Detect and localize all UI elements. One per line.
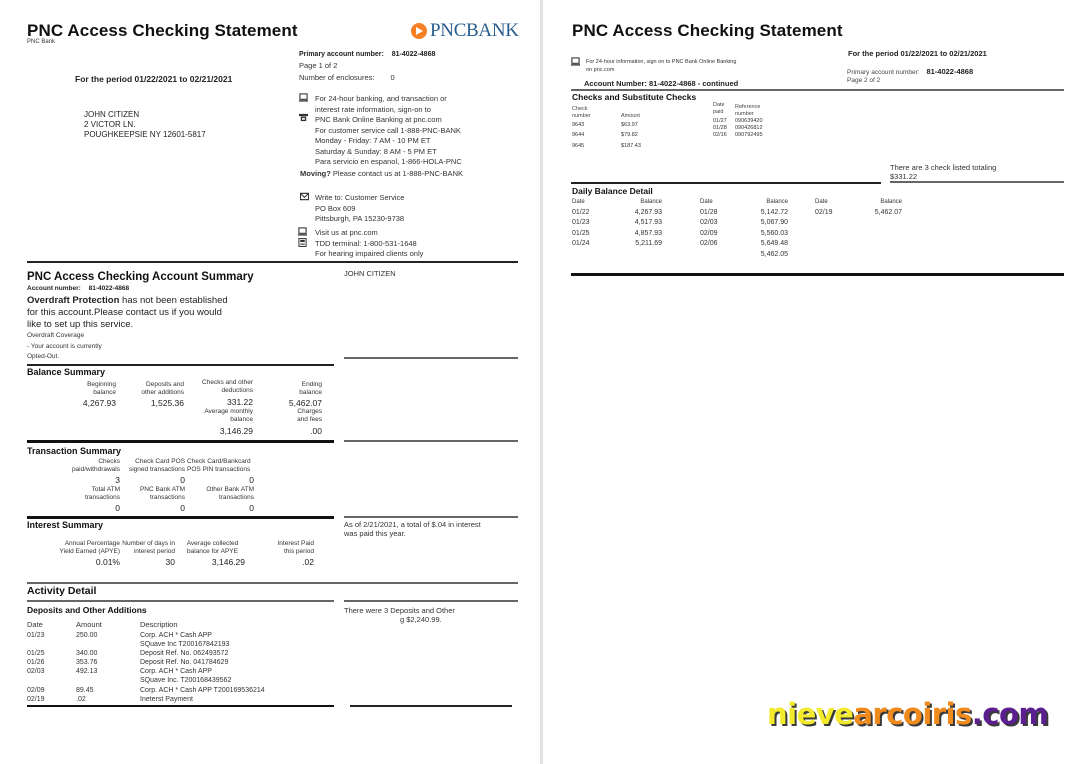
check-card-pos-signed xyxy=(120,458,185,485)
deposit-date: 01/26 xyxy=(27,659,45,666)
online-line: PNC Bank Online Banking at pnc.com xyxy=(315,115,442,124)
statement-period: For the period 01/22/2021 to 02/21/2021 xyxy=(848,49,987,58)
deposit-amount: 353.76 xyxy=(76,659,98,666)
write-line: Pittsburgh, PA 15230-9738 xyxy=(315,214,405,223)
deposit-amount: 89.45 xyxy=(76,687,94,694)
phone-line: Monday - Friday: 7 AM - 10 PM ET xyxy=(315,136,431,145)
moving-text: Please contact us at 1-888-PNC-BANK xyxy=(332,169,463,178)
online-line: interest rate information, sign-on to xyxy=(315,104,431,114)
divider xyxy=(344,516,518,518)
ending-balance xyxy=(272,381,322,408)
balance-date: 01/23 xyxy=(572,219,590,226)
tdd-line: TDD terminal: 1-800-531-1648 xyxy=(315,238,417,248)
primary-account xyxy=(847,67,973,76)
check-reference: 090792495 xyxy=(735,132,763,138)
check-reference: 090426812 xyxy=(735,125,763,131)
deposit-amount: 492.13 xyxy=(76,668,98,675)
stat-value: 3,146.29 xyxy=(211,557,245,567)
divider xyxy=(27,364,334,366)
header-date: Date xyxy=(700,199,713,205)
check-number: 9645 xyxy=(572,143,585,149)
pnc-logo-icon xyxy=(411,23,427,39)
balance-amount: 5,462.05 xyxy=(760,251,788,258)
stat-label: Check Card POS xyxy=(135,458,185,465)
daily-balance-title: Daily Balance Detail xyxy=(572,186,653,196)
balance-amount: 5,211.69 xyxy=(635,240,662,247)
other-bank-atm xyxy=(187,486,254,513)
stat-label: other additions xyxy=(141,388,184,396)
stat-label: Total ATM xyxy=(91,486,120,493)
watermark xyxy=(767,697,1048,731)
header-line: paid xyxy=(713,108,724,115)
tdd-terminal-icon xyxy=(298,238,307,247)
deposits-header-date: Date xyxy=(27,620,43,629)
stat-label: balance xyxy=(230,415,253,423)
charges-fees xyxy=(272,408,322,436)
deposit-amount: .02 xyxy=(76,696,86,703)
write-line: Write to: Customer Service xyxy=(315,193,405,202)
deposit-description: Corp. ACH * Cash APP T200169536214 xyxy=(140,687,265,694)
deposit-description: Deposit Ref. No. 062493572 xyxy=(140,650,229,657)
header-line: number xyxy=(735,110,754,117)
apye xyxy=(50,540,120,567)
balance-date: 02/03 xyxy=(700,219,718,226)
activity-detail-title: Activity Detail xyxy=(27,585,97,597)
mailing-address xyxy=(84,110,206,140)
address-city: POUGHKEEPSIE NY 12601-5817 xyxy=(84,130,206,139)
check-card-pos-pin xyxy=(187,458,254,485)
stat-value: 3,146.29 xyxy=(219,426,253,436)
stat-label: and fees xyxy=(297,415,322,423)
check-amount: $187.43 xyxy=(621,143,641,149)
account-number xyxy=(27,285,129,292)
page-divider xyxy=(540,0,543,764)
days-in-period xyxy=(120,540,175,567)
header-line: Date xyxy=(713,102,725,108)
interest-ytd-note xyxy=(344,520,481,538)
divider xyxy=(890,181,1064,183)
computer-icon xyxy=(298,227,307,236)
header-line: number xyxy=(572,112,591,119)
side-customer-name: JOHN CITIZEN xyxy=(344,269,396,278)
mailing-info xyxy=(315,193,404,225)
divider xyxy=(27,261,518,263)
watermark-part: nieve xyxy=(767,697,854,731)
overdraft-line: has not been established xyxy=(119,295,228,306)
stat-label: signed transactions xyxy=(128,465,185,473)
checks-deductions xyxy=(190,379,253,407)
moving-info xyxy=(300,169,463,180)
stat-value: 0.01% xyxy=(95,557,120,567)
account-summary-title: PNC Access Checking Account Summary xyxy=(27,271,254,283)
page-title: PNC Access Checking Statement xyxy=(572,21,843,40)
stat-label: Average monthly xyxy=(204,408,253,415)
note-line: $331.22 xyxy=(890,172,918,181)
stat-label: transactions xyxy=(149,493,185,501)
checks-header-number xyxy=(572,106,591,119)
stat-label: Number of days in xyxy=(122,540,175,547)
divider xyxy=(27,440,334,443)
balance-amount: 5,560.03 xyxy=(760,230,788,237)
deposit-description: Corp. ACH * Cash APP xyxy=(140,632,212,639)
stat-value: .02 xyxy=(302,557,314,567)
computer-icon xyxy=(571,57,580,66)
divider xyxy=(571,273,1064,276)
online-info xyxy=(586,58,736,74)
stat-value: 0 xyxy=(249,503,254,513)
address-street: 2 VICTOR LN. xyxy=(84,120,136,129)
deposits-header-amount: Amount xyxy=(76,620,102,629)
divider xyxy=(27,516,334,519)
note-line: g $2,240.99. xyxy=(400,615,442,624)
note-line: was paid this year. xyxy=(344,529,406,538)
web-tdd-info xyxy=(315,228,423,260)
enclosures-label: Number of enclosures: xyxy=(299,73,375,82)
stat-label: Other Bank ATM xyxy=(206,486,254,493)
balance-amount: 4,517.93 xyxy=(634,219,662,226)
overdraft-line: like to set up this service. xyxy=(27,319,134,330)
bank-subtitle: PNC Bank xyxy=(27,39,56,45)
enclosures-value: 0 xyxy=(390,73,395,82)
phone-line: Saturday & Sunday: 8 AM - 5 PM ET xyxy=(315,146,437,156)
deposits-title: Deposits and Other Additions xyxy=(27,605,147,615)
enclosures xyxy=(299,73,395,84)
balance-date: 02/06 xyxy=(700,240,718,247)
deposit-description: SQuave Inc. T200168439562 xyxy=(140,677,232,684)
stat-label: PNC Bank ATM xyxy=(139,486,185,493)
stat-label: Ending xyxy=(301,381,322,388)
interest-summary-title: Interest Summary xyxy=(27,520,104,530)
online-line: on pnc.com xyxy=(586,67,615,73)
watermark-part: arcoiris xyxy=(853,697,972,731)
note-line: As of 2/21/2021, a total of $.04 in interest xyxy=(344,520,481,529)
stat-value: 0 xyxy=(115,503,120,513)
coverage-line: - Your account is currently xyxy=(27,342,102,350)
stat-label: balance xyxy=(93,388,116,396)
deposit-description: Ineterst Payment xyxy=(140,696,193,703)
deposit-amount: 250.00 xyxy=(76,632,98,639)
stat-label: deductions xyxy=(221,386,253,394)
header-balance: Balance xyxy=(640,199,662,205)
stat-label: Charges xyxy=(297,408,322,415)
pnc-bank-atm xyxy=(120,486,185,513)
stat-value: 3 xyxy=(115,475,120,485)
header-balance: Balance xyxy=(880,199,902,205)
check-date: 01/28 xyxy=(713,125,727,131)
overdraft-line: for this account.Please contact us if you would xyxy=(27,307,222,318)
stat-value: 30 xyxy=(165,557,175,567)
transaction-summary-title: Transaction Summary xyxy=(27,446,122,456)
stat-label: transactions xyxy=(218,493,254,501)
stat-label: Deposits and xyxy=(146,381,184,388)
deposit-date: 02/03 xyxy=(27,668,45,675)
deposit-description: Corp. ACH * Cash APP xyxy=(140,668,212,675)
divider xyxy=(344,440,518,442)
header-date: Date xyxy=(572,199,585,205)
page-title: PNC Access Checking Statement xyxy=(27,21,298,40)
average-monthly-balance xyxy=(190,408,253,436)
statement-period: For the period 01/22/2021 to 02/21/2021 xyxy=(75,74,233,84)
interest-paid xyxy=(262,540,314,567)
account-continued: Account Number: 81-4022-4868 - continued xyxy=(584,79,739,88)
primary-account-label: Primary account number: xyxy=(299,51,384,58)
coverage-line: Overdraft Coverage xyxy=(27,332,85,339)
stat-label: balance for APYE xyxy=(187,547,238,555)
divider xyxy=(27,705,334,707)
checks-header-reference xyxy=(735,104,760,117)
stat-value: 331.22 xyxy=(227,397,253,407)
pnc-bank-logo xyxy=(411,20,519,42)
stat-label: interest period xyxy=(133,547,175,555)
divider xyxy=(571,89,1064,91)
balance-amount: 4,267.93 xyxy=(634,209,662,216)
stat-label: balance xyxy=(299,388,322,396)
overdraft-notice xyxy=(27,295,247,331)
account-number-label: Account number: xyxy=(27,285,81,292)
write-line: PO Box 609 xyxy=(315,203,356,213)
checks-title: Checks and Substitute Checks xyxy=(572,92,697,102)
computer-icon xyxy=(299,93,308,102)
primary-account-number: 81-4022-4868 xyxy=(926,67,974,76)
header-line: Check xyxy=(572,106,588,112)
stat-label: Checks and other xyxy=(202,379,253,386)
balance-date: 01/22 xyxy=(572,209,590,216)
phone-line: For customer service call 1-888-PNC-BANK xyxy=(315,125,461,135)
primary-account-number: 81-4022-4868 xyxy=(391,51,436,58)
stat-label: POS PIN transactions xyxy=(187,465,251,473)
stat-label: Average collected xyxy=(186,540,239,547)
page-number: Page 2 of 2 xyxy=(847,77,881,84)
stat-label: transactions xyxy=(84,493,120,501)
stat-value: 5,462.07 xyxy=(288,398,322,408)
checks-header-amount: Amount xyxy=(621,113,640,119)
overdraft-coverage xyxy=(27,331,102,363)
check-reference: 090639420 xyxy=(735,118,763,124)
deposit-date: 02/09 xyxy=(27,687,45,694)
stat-label: paid/withdrawals xyxy=(71,465,120,473)
deposit-amount: 340.00 xyxy=(76,650,98,657)
stat-label: Check Card/Bankcard xyxy=(187,458,251,465)
check-number: 9644 xyxy=(572,132,585,138)
phone-line: Para servicio en espanol, 1-866-HOLA-PNC xyxy=(315,157,462,166)
balance-summary-title: Balance Summary xyxy=(27,367,106,377)
stat-label: Beginning xyxy=(87,381,116,388)
online-banking-info xyxy=(315,94,462,168)
divider xyxy=(344,357,518,359)
stat-label: Yield Earned (APYE) xyxy=(59,547,120,555)
watermark-part: .com xyxy=(971,697,1049,731)
average-collected-balance xyxy=(180,540,245,567)
balance-date: 02/09 xyxy=(700,230,718,237)
stat-label: Checks xyxy=(98,458,120,465)
account-number-value: 81-4022-4868 xyxy=(88,285,130,292)
stat-value: 4,267.93 xyxy=(82,398,116,408)
divider xyxy=(571,182,881,184)
check-date: 02/16 xyxy=(713,132,727,138)
header-date: Date xyxy=(815,199,828,205)
deposit-date: 01/23 xyxy=(27,632,45,639)
deposit-description: Deposit Ref. No. 041784629 xyxy=(140,659,229,666)
header-balance: Balance xyxy=(766,199,788,205)
deposit-description: SQuave Inc T200167842193 xyxy=(140,641,230,648)
mail-icon xyxy=(300,192,309,201)
moving-label: Moving? xyxy=(300,169,331,178)
overdraft-heading: Overdraft Protection xyxy=(27,295,120,306)
divider xyxy=(350,705,512,707)
online-line: For 24-hour information, sign on to PNC Bank Online Banking xyxy=(586,59,737,65)
telephone-icon xyxy=(299,113,308,122)
online-line: For 24-hour banking, and transaction or xyxy=(315,94,447,103)
total-atm xyxy=(50,486,120,513)
stat-label: Annual Percentage xyxy=(64,540,120,547)
note-line: There were 3 Deposits and Other xyxy=(344,606,455,615)
deposit-date: 01/25 xyxy=(27,650,45,657)
divider xyxy=(27,600,334,602)
deposits-additions xyxy=(124,381,184,408)
stat-label: this period xyxy=(284,547,314,555)
stat-value: 0 xyxy=(180,503,185,513)
balance-amount: 5,067.90 xyxy=(760,219,788,226)
divider xyxy=(344,600,518,602)
stat-value: 1,525.36 xyxy=(150,398,184,408)
check-date: 01/27 xyxy=(713,118,727,124)
tdd-line: For hearing impaired clients only xyxy=(315,249,424,258)
stat-value: 0 xyxy=(180,475,185,485)
stat-value: 0 xyxy=(249,475,254,485)
deposit-date: 02/19 xyxy=(27,696,45,703)
balance-amount: 5,462.07 xyxy=(874,209,902,216)
balance-amount: 5,142.72 xyxy=(760,209,788,216)
balance-date: 01/24 xyxy=(572,240,590,247)
balance-date: 01/25 xyxy=(572,230,590,237)
address-name: JOHN CITIZEN xyxy=(84,110,140,119)
page-number: Page 1 of 2 xyxy=(299,61,338,70)
balance-date: 02/19 xyxy=(815,209,833,216)
pnc-logo-text: PNCBANK xyxy=(430,20,519,41)
divider xyxy=(27,582,518,584)
pnc-website-link[interactable]: Visit us at pnc.com xyxy=(315,228,378,237)
checks-total-note xyxy=(890,163,996,181)
balance-amount: 5,649.48 xyxy=(760,240,788,247)
primary-account-label: Primary account number: xyxy=(847,69,920,76)
deposits-header-description: Description xyxy=(140,620,178,629)
coverage-line: Opted-Out. xyxy=(27,353,60,360)
stat-label: Interest Paid xyxy=(277,540,314,547)
balance-date: 01/28 xyxy=(700,209,718,216)
checks-header-date xyxy=(713,102,725,115)
note-line: There are 3 check listed totaling xyxy=(890,163,997,172)
primary-account xyxy=(299,51,435,58)
beginning-balance xyxy=(60,381,116,408)
check-number: 9643 xyxy=(572,122,585,128)
check-amount: $79.82 xyxy=(621,132,638,138)
balance-amount: 4,857.93 xyxy=(634,230,662,237)
stat-value: .00 xyxy=(310,426,322,436)
checks-paid xyxy=(50,458,120,485)
check-amount: $63.97 xyxy=(621,122,638,128)
deposits-total-note xyxy=(344,606,455,624)
header-line: Reference xyxy=(735,104,761,110)
